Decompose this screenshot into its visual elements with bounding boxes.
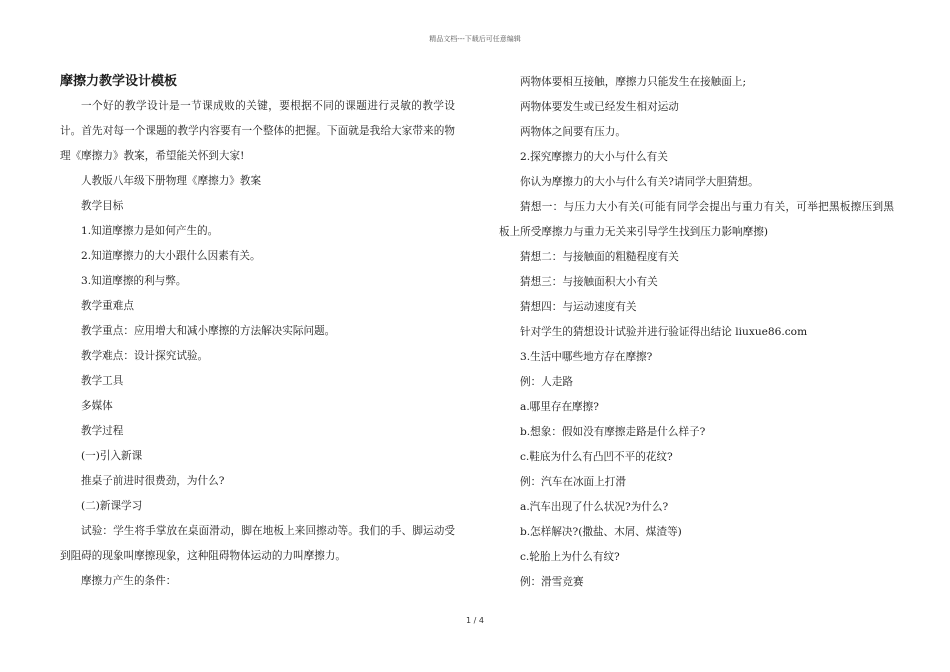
paragraph: 摩擦力产生的条件： (81, 575, 177, 587)
paragraph: 教学过程 (81, 425, 124, 437)
paragraph: 例：人走路 (520, 376, 573, 388)
paragraph: 你认为摩擦力的大小与什么有关?请同学大胆猜想。 (520, 176, 759, 188)
paragraph: 教学难点：设计探究试验。 (81, 350, 209, 362)
paragraph: 1.知道摩擦力是如何产生的。 (81, 225, 219, 237)
left-column (60, 70, 455, 594)
paragraph: 教学目标 (81, 200, 124, 212)
paragraph: 例：滑雪竞赛 (520, 576, 584, 588)
paragraph: 两物体要相互接触，摩擦力只能发生在接触面上; (520, 76, 747, 88)
paragraph: 例：汽车在冰面上打滑 (520, 476, 626, 488)
paragraph: a.哪里存在摩擦? (520, 401, 599, 413)
paragraph: 2.知道摩擦力的大小跟什么因素有关。 (81, 250, 261, 262)
paragraph: 针对学生的猜想设计试验并进行验证得出结论 liuxue86.com (520, 326, 808, 338)
paragraph: 教学工具 (81, 375, 124, 387)
paragraph: 推桌子前进时很费劲，为什么? (81, 475, 225, 487)
paragraph: 两物体要发生或已经发生相对运动 (520, 101, 679, 113)
paragraph: 试验：学生将手掌放在桌面滑动，脚在地板上来回擦动等。我们的手、脚运动受到阻碍的现象叫摩擦现象，这种阻碍物体运动的力叫摩擦力。 (60, 525, 455, 562)
page-number: 1 / 4 (466, 616, 484, 625)
right-column (499, 70, 894, 595)
paragraph: (二)新课学习 (81, 500, 143, 512)
paragraph: a.汽车出现了什么状况?为什么? (520, 501, 669, 513)
paragraph: b.怎样解决?(撒盐、木屑、煤渣等) (520, 526, 682, 538)
document-header-note: 精品文档---下载后可任意编辑 (429, 35, 521, 43)
paragraph: 一个好的教学设计是一节课成败的关键，要根据不同的课题进行灵敏的教学设计。首先对每一个课题的教学内容要有一个整体的把握。下面就是我给大家带来的物理《摩擦力》教案，希望能关怀到大家! (60, 100, 455, 162)
paragraph: c.轮胎上为什么有纹? (520, 551, 620, 563)
paragraph: 3.生活中哪些地方存在摩擦? (520, 351, 653, 363)
paragraph: 猜想三：与接触面积大小有关 (520, 276, 658, 288)
paragraph: 猜想二：与接触面的粗糙程度有关 (520, 251, 679, 263)
paragraph: 教学重难点 (81, 300, 134, 312)
paragraph: 教学重点：应用增大和减小摩擦的方法解决实际问题。 (81, 325, 336, 337)
paragraph: 2.探究摩擦力的大小与什么有关 (520, 151, 668, 163)
paragraph: c.鞋底为什么有凸凹不平的花纹? (520, 451, 673, 463)
paragraph: 多媒体 (81, 400, 113, 412)
paragraph: 猜想一：与压力大小有关(可能有同学会提出与重力有关，可举把黑板擦压到黑板上所受摩擦力与重力无关来引导学生找到压力影响摩擦) (499, 201, 894, 238)
paragraph: 3.知道摩擦的利与弊。 (81, 275, 187, 287)
document-title: 摩擦力教学设计模板 (60, 74, 178, 89)
paragraph: 猜想四：与运动速度有关 (520, 301, 637, 313)
paragraph: 人教版八年级下册物理《摩擦力》教案 (81, 175, 262, 187)
paragraph: b.想象：假如没有摩擦走路是什么样子? (520, 426, 706, 438)
paragraph: (一)引入新课 (81, 450, 143, 462)
paragraph: 两物体之间要有压力。 (520, 126, 626, 138)
